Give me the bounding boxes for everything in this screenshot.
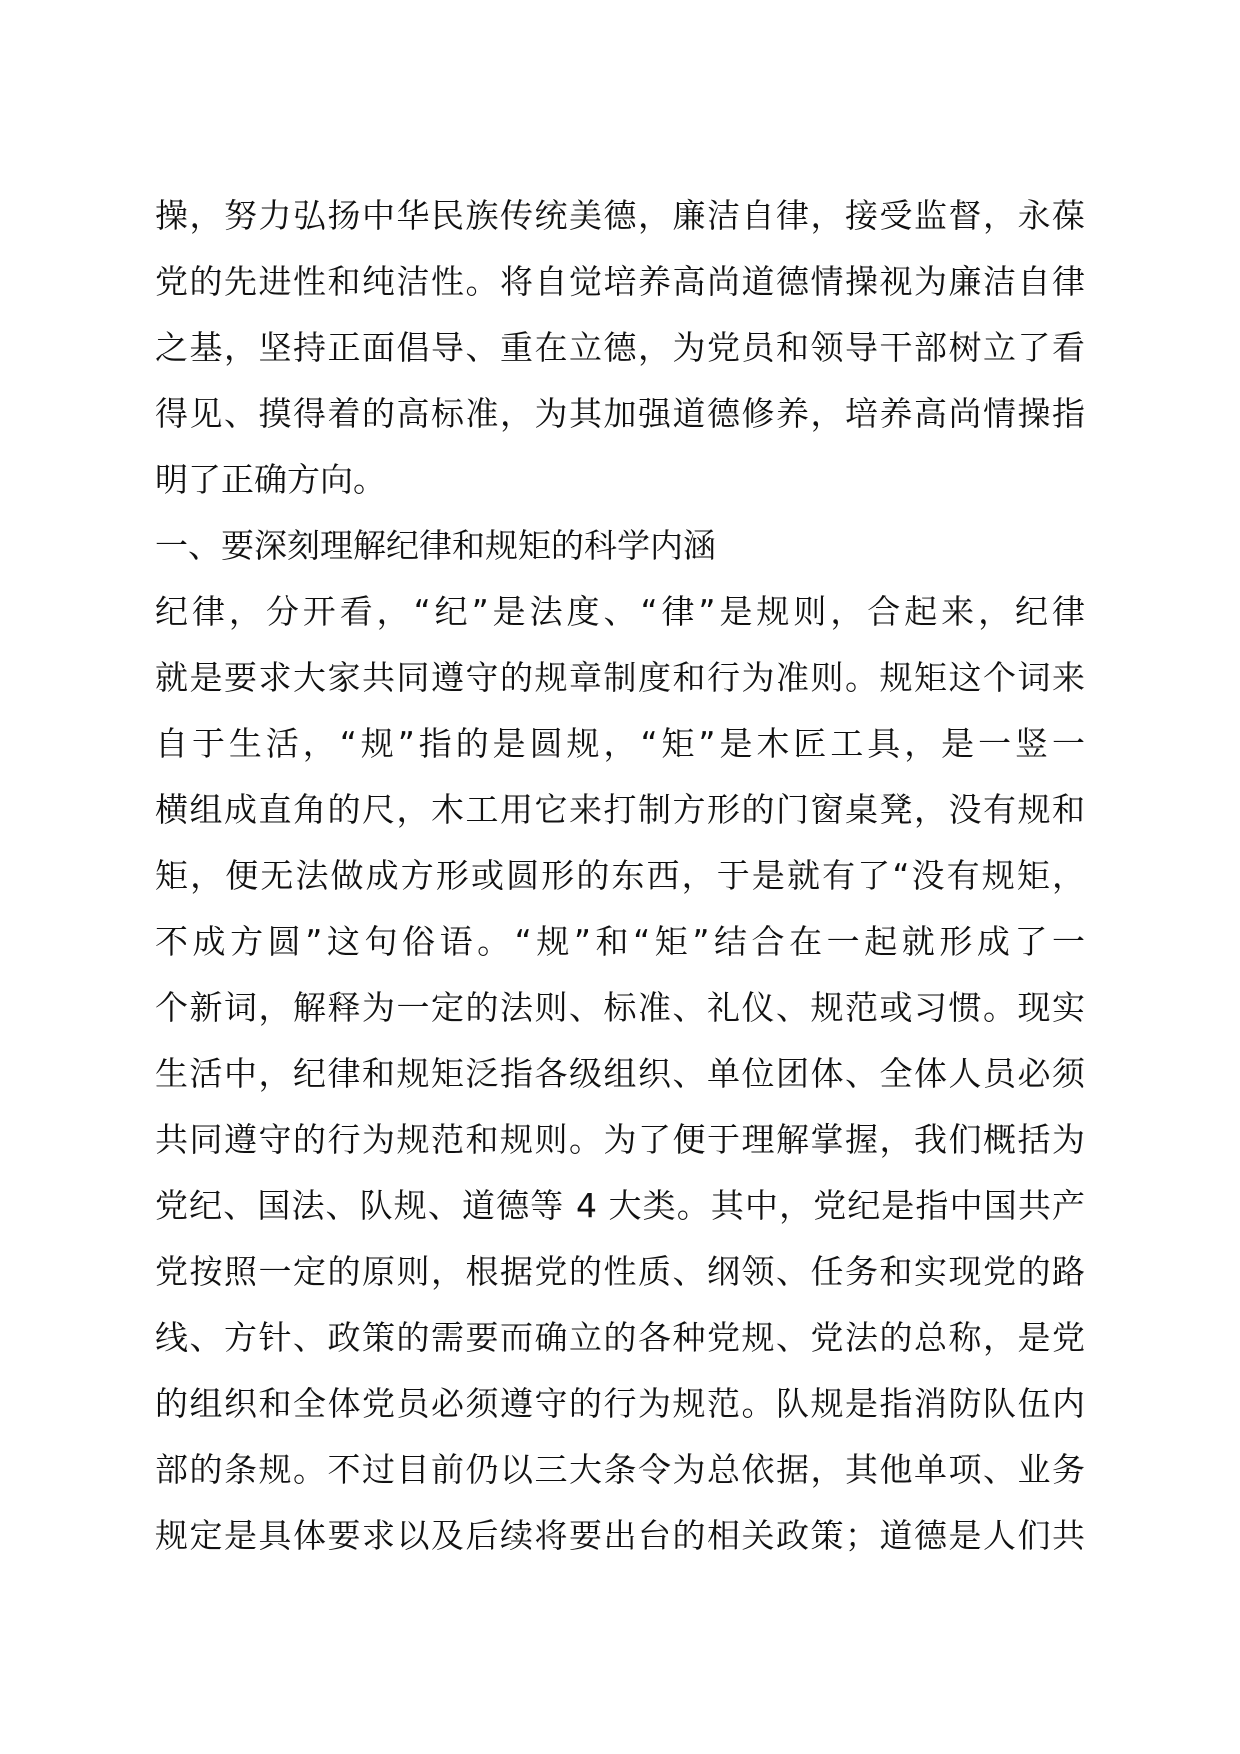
paragraph [155, 579, 1085, 1569]
text-line: 规定是具体要求以及后续将要出台的相关政策；道德是人们共 [155, 1516, 1085, 1555]
paragraph [155, 183, 1085, 513]
text-line: 纪律，分开看，“纪”是法度、“律”是规则，合起来，纪律 [155, 592, 1085, 631]
text-line: 共同遵守的行为规范和规则。为了便于理解掌握，我们概括为 [155, 1120, 1085, 1159]
text-line: 一、要深刻理解纪律和规矩的科学内涵 [155, 526, 716, 565]
section-heading [155, 513, 1085, 579]
text-line: 明了正确方向。 [155, 460, 386, 499]
body-text [155, 183, 1085, 1569]
text-line: 党的先进性和纯洁性。将自觉培养高尚道德情操视为廉洁自律 [155, 262, 1085, 301]
text-line: 自于生活，“规”指的是圆规，“矩”是木匠工具，是一竖一 [155, 724, 1085, 763]
text-line: 之基，坚持正面倡导、重在立德，为党员和领导干部树立了看 [155, 328, 1085, 367]
text-line: 不成方圆”这句俗语。“规”和“矩”结合在一起就形成了一 [155, 922, 1085, 961]
text-line: 矩，便无法做成方形或圆形的东西，于是就有了“没有规矩， [155, 856, 1085, 895]
text-line: 线、方针、政策的需要而确立的各种党规、党法的总称，是党 [155, 1318, 1085, 1357]
text-line: 个新词，解释为一定的法则、标准、礼仪、规范或习惯。现实 [155, 988, 1085, 1027]
text-line: 生活中，纪律和规矩泛指各级组织、单位团体、全体人员必须 [155, 1054, 1085, 1093]
text-line: 的组织和全体党员必须遵守的行为规范。队规是指消防队伍内 [155, 1384, 1085, 1423]
text-line: 得见、摸得着的高标准，为其加强道德修养，培养高尚情操指 [155, 394, 1085, 433]
text-line: 横组成直角的尺，木工用它来打制方形的门窗桌凳，没有规和 [155, 790, 1085, 829]
text-line: 就是要求大家共同遵守的规章制度和行为准则。规矩这个词来 [155, 658, 1085, 697]
text-line: 党按照一定的原则，根据党的性质、纲领、任务和实现党的路 [155, 1252, 1085, 1291]
text-line: 党纪、国法、队规、道德等 4 大类。其中，党纪是指中国共产 [155, 1186, 1085, 1225]
text-line: 操，努力弘扬中华民族传统美德，廉洁自律，接受监督，永葆 [155, 196, 1085, 235]
text-line: 部的条规。不过目前仍以三大条令为总依据，其他单项、业务 [155, 1450, 1085, 1489]
